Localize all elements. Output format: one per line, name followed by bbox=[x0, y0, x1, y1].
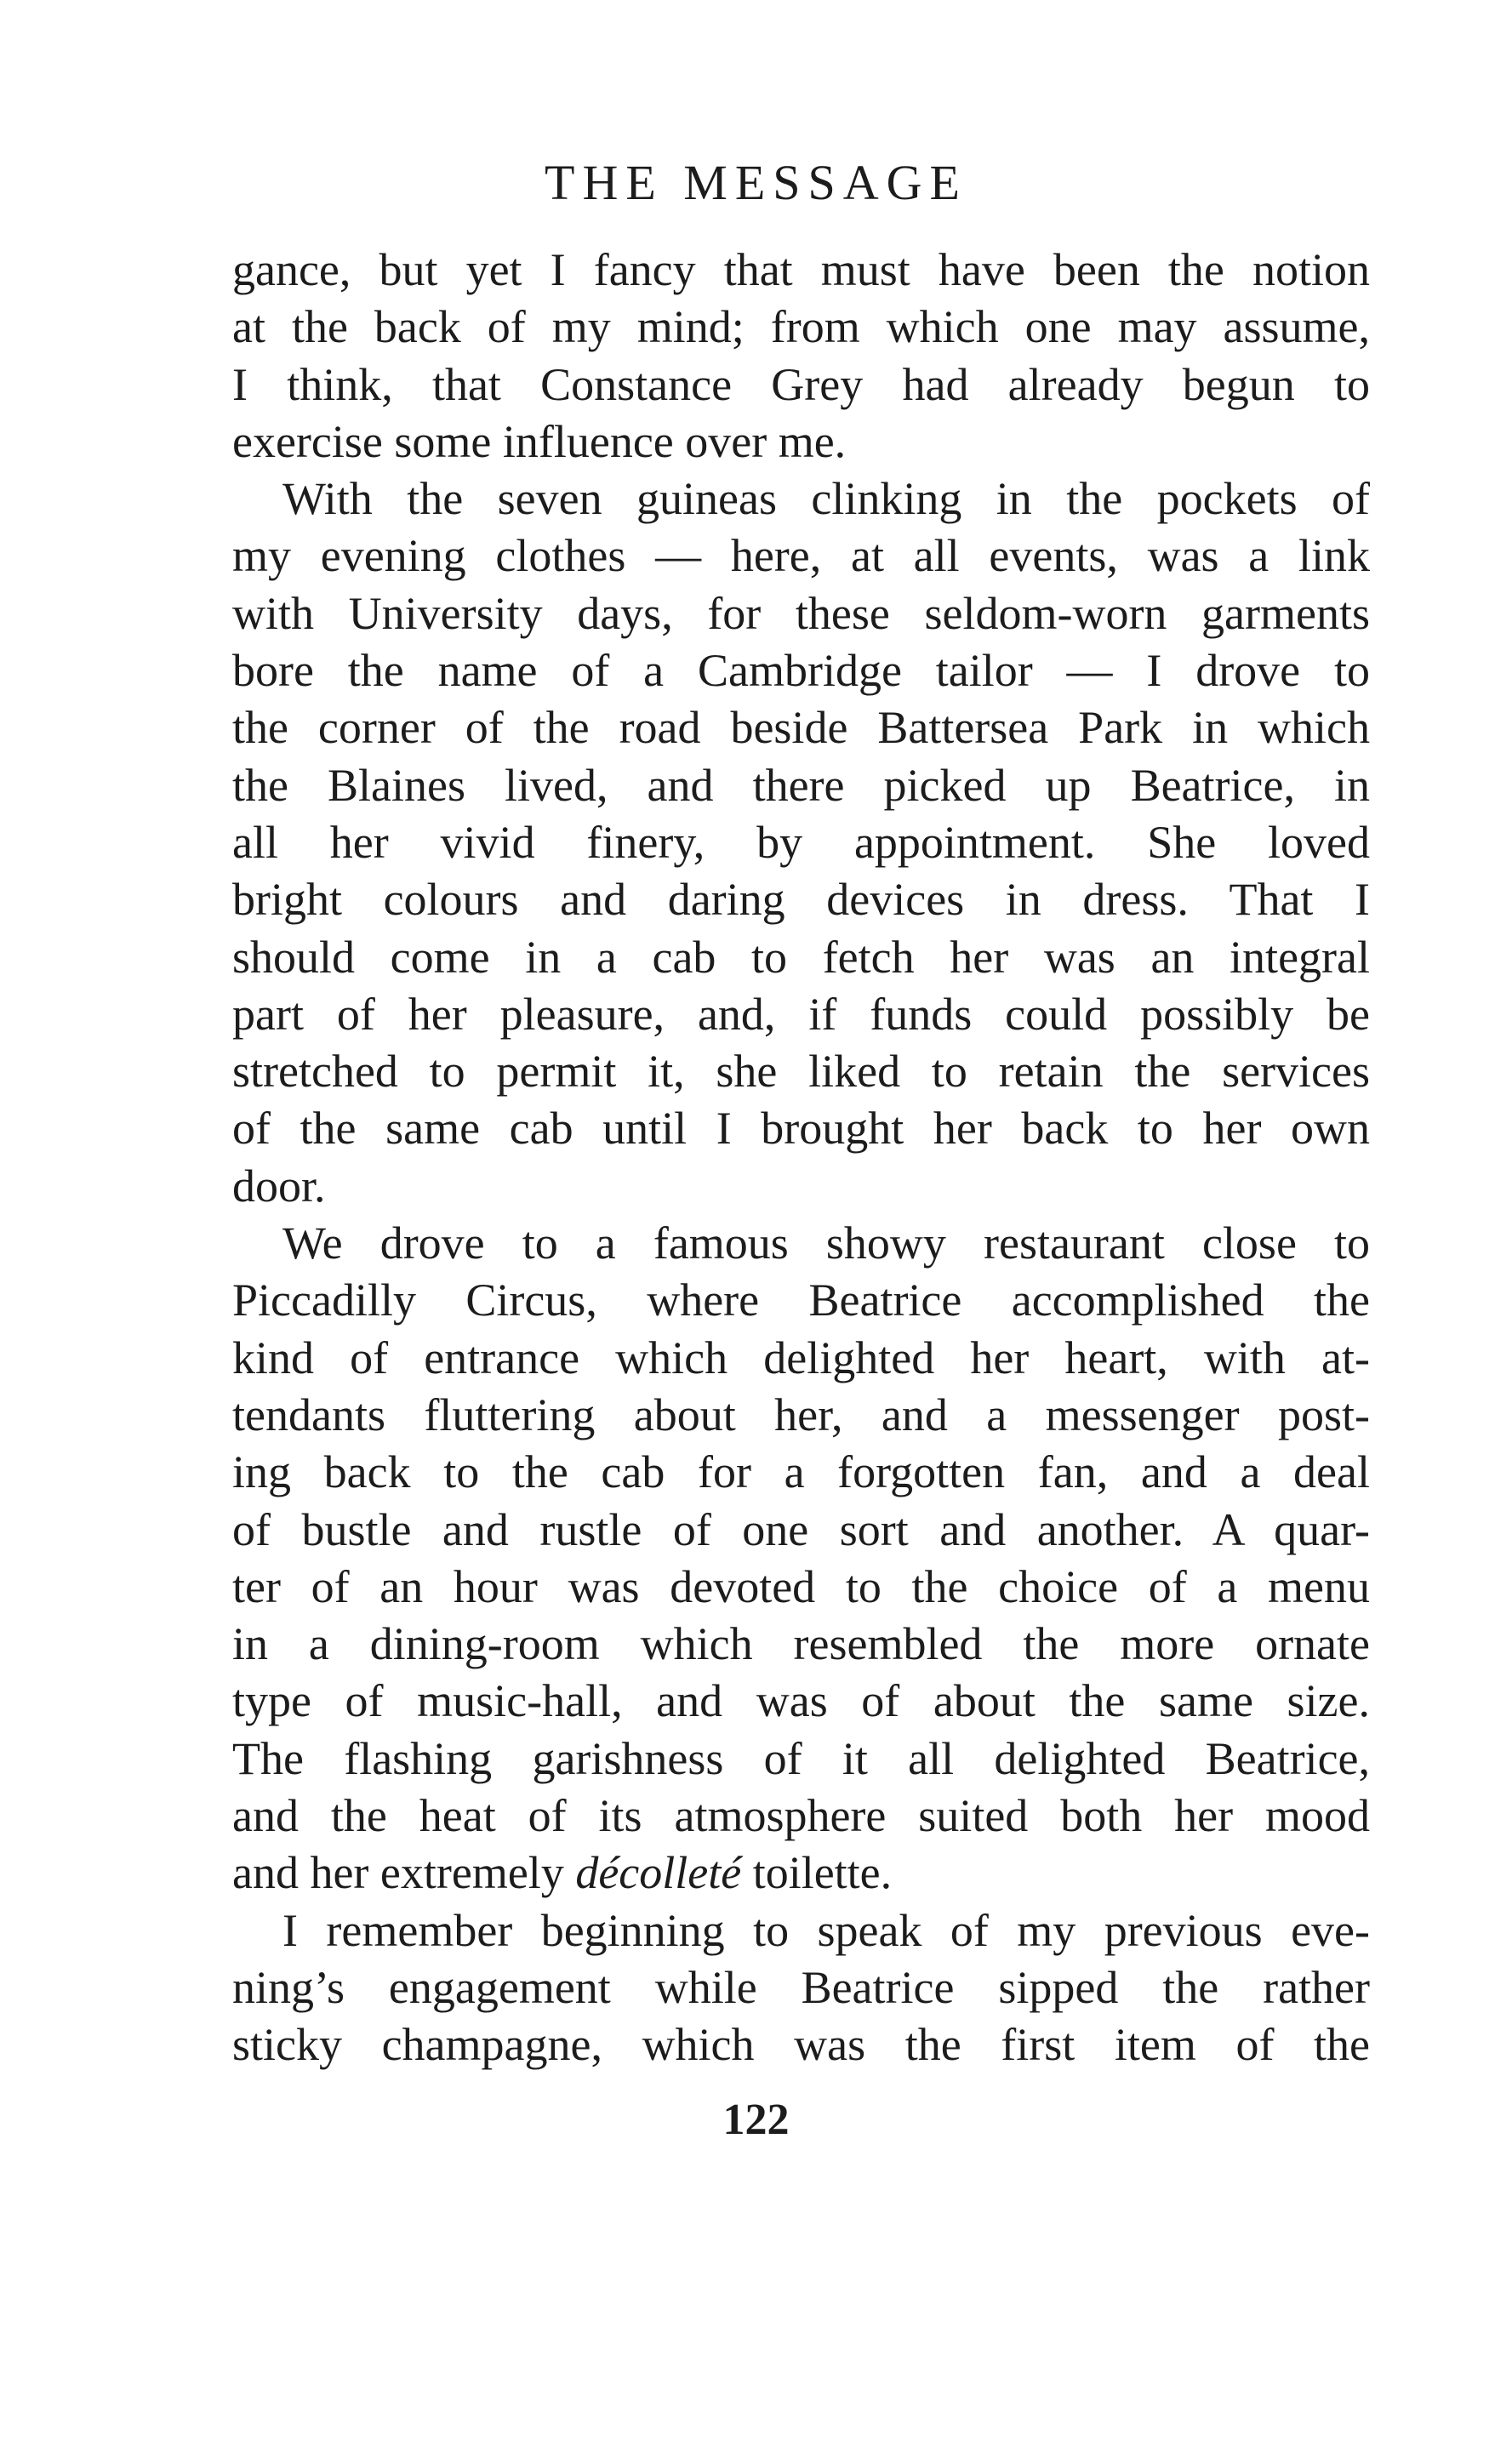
page-number: 122 bbox=[722, 2096, 790, 2144]
text-run: toilette. bbox=[741, 1847, 893, 1899]
paragraph-first-line: With the seven guineas clinking in the pockets of bbox=[282, 473, 1370, 525]
text-line: at the back of my mind; from which one may assume, bbox=[232, 301, 1370, 353]
body-text bbox=[232, 242, 1370, 2074]
text-line: the corner of the road beside Battersea Park in which bbox=[232, 702, 1370, 754]
text-line: my evening clothes — here, at all events, was a link bbox=[232, 530, 1370, 582]
text-line bbox=[232, 1845, 1370, 1902]
text-line: bright colours and daring devices in dress. That I bbox=[232, 874, 1370, 926]
text-line: all her vivid finery, by appointment. She loved bbox=[232, 816, 1370, 868]
text-line: part of her pleasure, and, if funds could possibly be bbox=[232, 988, 1370, 1040]
text-line: type of music-hall, and was of about the same size. bbox=[232, 1675, 1370, 1727]
text-line: in a dining-room which resembled the more ornate bbox=[232, 1618, 1370, 1670]
text-line: bore the name of a Cambridge tailor — I drove to bbox=[232, 645, 1370, 697]
text-line: I think, that Constance Grey had already begun to bbox=[232, 358, 1370, 410]
text-line: ing back to the cab for a forgotten fan, and a deal bbox=[232, 1446, 1370, 1498]
text-line: should come in a cab to fetch her was an integral bbox=[232, 931, 1370, 983]
text-line: and the heat of its atmosphere suited both her mood bbox=[232, 1790, 1370, 1842]
italic-word: décolleté bbox=[575, 1847, 742, 1899]
text-line: of the same cab until I brought her back to her own bbox=[232, 1103, 1370, 1155]
text-line: exercise some influence over me. bbox=[232, 415, 847, 467]
text-line: gance, but yet I fancy that must have been the notion bbox=[232, 244, 1370, 295]
paragraph-first-line: We drove to a famous showy restaurant close to bbox=[282, 1218, 1370, 1269]
text-line: with University days, for these seldom-worn garments bbox=[232, 587, 1370, 639]
text-line: ning’s engagement while Beatrice sipped the rather bbox=[232, 1961, 1370, 2013]
paragraph-first-line: I remember beginning to speak of my previous eve- bbox=[282, 1904, 1370, 1956]
text-line: kind of entrance which delighted her heart, with at- bbox=[232, 1332, 1370, 1383]
text-line: door. bbox=[232, 1160, 326, 1212]
text-line: tendants fluttering about her, and a messenger post- bbox=[232, 1389, 1370, 1440]
text-line: of bustle and rustle of one sort and another. A quar- bbox=[232, 1503, 1370, 1555]
text-run: and her extremely bbox=[232, 1847, 576, 1899]
text-line: the Blaines lived, and there picked up Beatrice, in bbox=[232, 759, 1370, 811]
text-line: ter of an hour was devoted to the choice of a menu bbox=[232, 1560, 1370, 1612]
running-head: THE MESSAGE bbox=[545, 155, 967, 210]
text-line: The flashing garishness of it all delighted Beatrice, bbox=[232, 1732, 1370, 1784]
text-line: sticky champagne, which was the first item of the bbox=[232, 2019, 1370, 2071]
text-line: Piccadilly Circus, where Beatrice accomplished the bbox=[232, 1275, 1370, 1326]
text-line: stretched to permit it, she liked to retain the services bbox=[232, 1046, 1370, 1098]
